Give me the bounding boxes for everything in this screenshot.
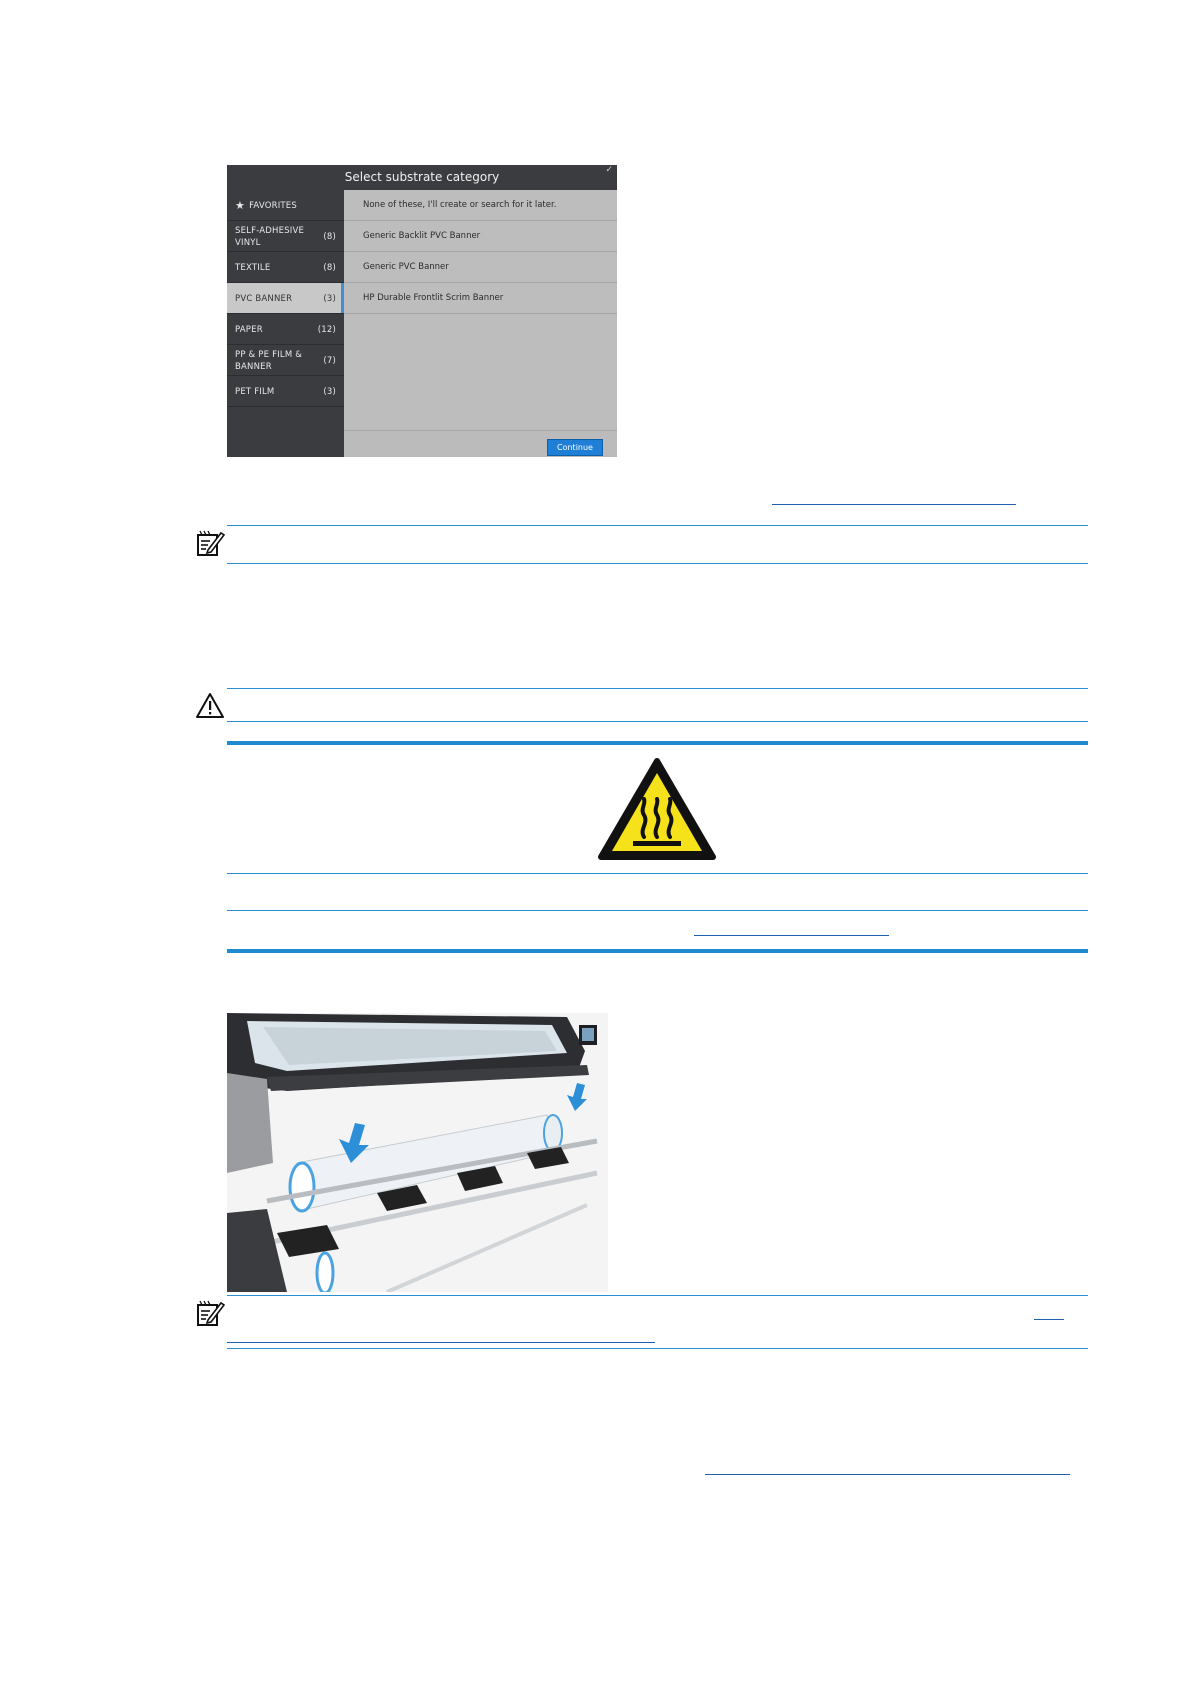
category-label: PAPER	[235, 324, 263, 335]
hot-surface-warning-icon	[597, 757, 717, 863]
close-icon[interactable]: ✓	[605, 165, 613, 175]
panel-title-bar	[227, 165, 617, 190]
substrate-option[interactable]: HP Durable Frontlit Scrim Banner	[344, 283, 617, 314]
substrate-option[interactable]: Generic PVC Banner	[344, 252, 617, 283]
category-sidebar	[227, 190, 344, 457]
warning-table-bottom-rule	[227, 949, 1088, 953]
substrate-option[interactable]: None of these, I'll create or search for it later.	[344, 190, 617, 221]
hyperlink-underline[interactable]	[1034, 1319, 1064, 1320]
caution-bottom-rule	[227, 721, 1088, 722]
note-top-rule	[227, 1295, 1088, 1296]
hyperlink-underline[interactable]	[694, 935, 889, 936]
note-pencil-icon	[196, 1300, 226, 1328]
continue-button[interactable]: Continue	[547, 439, 603, 456]
category-paper[interactable]	[227, 314, 344, 345]
warning-triangle-icon	[195, 692, 225, 719]
category-pp-pe-film-banner[interactable]	[227, 345, 344, 376]
substrate-list	[344, 190, 617, 457]
category-self-adhesive-vinyl[interactable]	[227, 221, 344, 252]
substrate-option[interactable]: Generic Backlit PVC Banner	[344, 221, 617, 252]
category-count: (3)	[323, 386, 336, 397]
printer-loading-illustration	[227, 1013, 608, 1292]
category-count: (8)	[323, 262, 336, 273]
category-textile[interactable]	[227, 252, 344, 283]
category-label: SELF-ADHESIVE VINYL	[235, 225, 305, 248]
category-pet-film[interactable]	[227, 376, 344, 407]
hyperlink-underline[interactable]	[772, 504, 1016, 505]
category-label: PVC BANNER	[235, 293, 293, 304]
warning-table-top-rule	[227, 741, 1088, 745]
hyperlink-underline[interactable]	[227, 1342, 655, 1343]
category-label: FAVORITES	[249, 200, 297, 211]
category-pvc-banner[interactable]	[227, 283, 344, 314]
note-bottom-rule	[227, 563, 1088, 564]
hyperlink-underline[interactable]	[705, 1474, 1070, 1475]
note-bottom-rule	[227, 1348, 1088, 1349]
category-count: (7)	[323, 355, 336, 366]
note-top-rule	[227, 525, 1088, 526]
panel-title: Select substrate category	[344, 170, 500, 184]
category-count: (8)	[323, 231, 336, 242]
category-count: (12)	[317, 324, 336, 335]
front-panel-screenshot	[227, 165, 617, 457]
caution-top-rule	[227, 688, 1088, 689]
category-label: TEXTILE	[235, 262, 271, 273]
category-label: PET FILM	[235, 386, 275, 397]
star-icon: ★	[235, 198, 246, 212]
note-pencil-icon	[196, 530, 226, 558]
warning-table-row-rule	[227, 910, 1088, 911]
category-count: (3)	[323, 293, 336, 304]
category-favorites[interactable]	[227, 190, 344, 221]
warning-table-row-rule	[227, 873, 1088, 874]
panel-footer	[344, 430, 617, 457]
category-label: PP & PE FILM & BANNER	[235, 349, 303, 372]
